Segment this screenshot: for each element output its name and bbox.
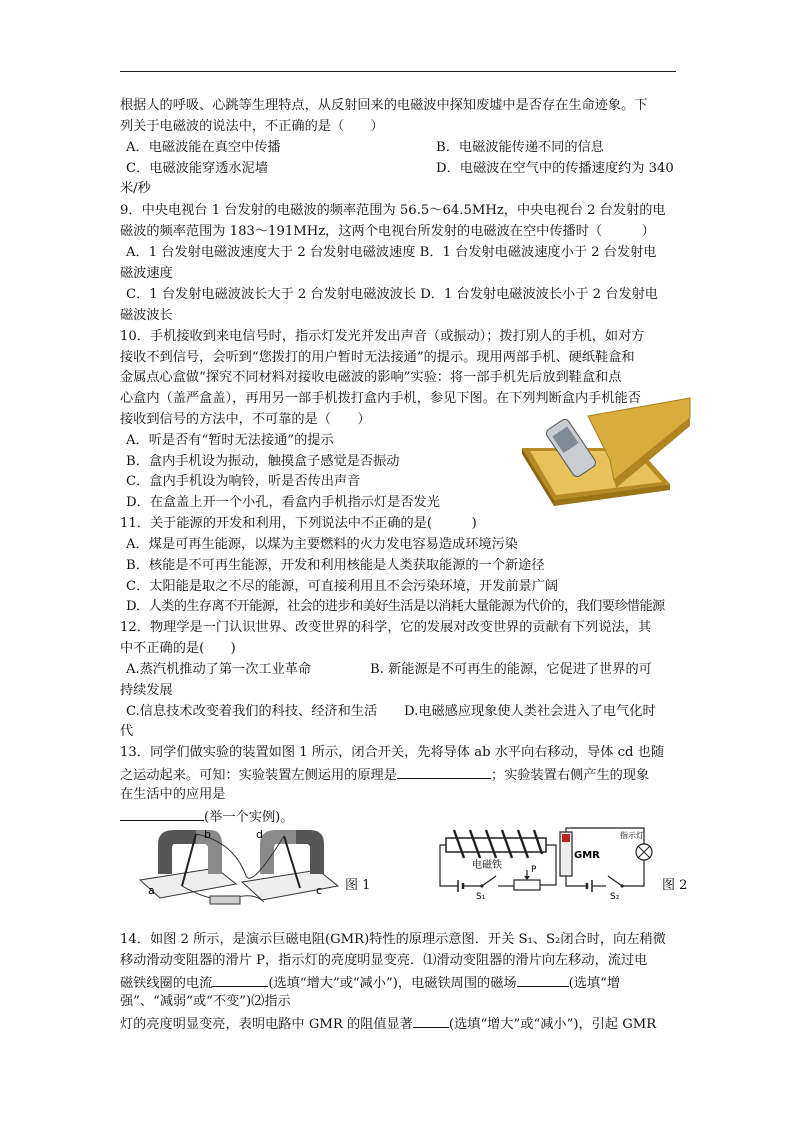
figure-2-diagram bbox=[436, 824, 662, 900]
fig2-p-label: P bbox=[531, 865, 537, 875]
q12-option-b-cont: 持续发展 bbox=[120, 683, 173, 698]
q13-line2-text-b: ；实验装置右侧产生的现象 bbox=[490, 768, 650, 783]
q13-line3: 在生活中的应用是 bbox=[120, 787, 226, 802]
fig1-label-a: a bbox=[148, 884, 155, 897]
header-rule bbox=[120, 71, 676, 72]
q8-option-d: D．电磁波在空气中的传播速度约为 340 bbox=[436, 161, 674, 176]
q13-blank-2[interactable] bbox=[120, 806, 204, 821]
q14-line2: 移动滑动变阻器的滑片 P，指示灯的亮度明显变亮．⑴滑动变阻器的滑片向左移动，流过电 bbox=[120, 953, 648, 968]
q11-option-b: B．核能是不可再生能源，开发和利用核能是人类获取能源的一个新途径 bbox=[126, 558, 545, 573]
fig1-label-d: d bbox=[256, 828, 263, 841]
figure-2-caption: 图 2 bbox=[662, 878, 688, 893]
q14-line5 bbox=[120, 1013, 656, 1035]
q12-option-d-cont: 代 bbox=[120, 724, 134, 739]
q10-option-a: A．听是否有“暂时无法接通”的提示 bbox=[126, 433, 334, 448]
q10-line3: 金属点心盒做“探究不同材料对接收电磁波的影响”实验：将一部手机先后放到鞋盒和点 bbox=[120, 370, 622, 385]
fig2-gmr-label: GMR bbox=[574, 850, 600, 861]
q14-line4: 强”、“减弱”或“不变”)⑵指示 bbox=[120, 994, 291, 1009]
q14-blank-2[interactable] bbox=[517, 972, 569, 987]
figure-1-caption: 图 1 bbox=[345, 878, 371, 893]
q9-options-cd: C．1 台发射电磁波波长大于 2 台发射电磁波波长 D．1 台发射电磁波波长小于 2 台发射电 bbox=[126, 287, 658, 302]
q10-option-d: D．在盒盖上开一个小孔，看盒内手机指示灯是否发光 bbox=[126, 495, 440, 510]
q14-line3 bbox=[120, 972, 620, 994]
q9-options-cd-cont: 磁波波长 bbox=[120, 308, 173, 323]
q10-option-b: B．盒内手机设为振动，触摸盒子感觉是否振动 bbox=[126, 454, 400, 469]
fig2-electromagnet-label: 电磁铁 bbox=[472, 860, 502, 871]
q10-line2: 接收不到信号，会听到“您拨打的用户暂时无法接通”的提示。现用两部手机、硬纸鞋盒和 bbox=[120, 350, 635, 365]
q8-option-c: C．电磁波能穿透水泥墙 bbox=[126, 161, 268, 176]
q9-options-ab: A．1 台发射电磁波速度大于 2 台发射电磁波速度 B．1 台发射电磁波速度小于 2 台发射电 bbox=[126, 245, 657, 260]
fig2-s1-label: S₁ bbox=[476, 892, 486, 900]
q14-line5-text-a: 灯的亮度明显变亮，表明电路中 GMR 的阻值显著 bbox=[120, 1017, 413, 1032]
q12-option-c: C.信息技术改变着我们的科技、经济和生活 bbox=[126, 704, 378, 719]
q11-option-d: D．人类的生存离不开能源，社会的进步和美好生活是以消耗大量能源为代价的，我们要珍惜能源 bbox=[126, 599, 665, 614]
q14-line3-text-b: (选填“增大”或“减小”)，电磁铁周围的磁场 bbox=[268, 976, 517, 991]
q13-line4-text: (举一个实例)。 bbox=[204, 810, 294, 825]
q11-line1: 11．关于能源的开发和利用，下列说法中不正确的是( ) bbox=[120, 516, 477, 531]
q9-options-ab-cont: 磁波速度 bbox=[120, 266, 173, 281]
q10-line1: 10．手机接收到来电信号时，指示灯发光并发出声音（或振动）；拨打别人的手机，如对方 bbox=[120, 329, 645, 344]
q14-line3-text-c: (选填“增 bbox=[568, 976, 621, 991]
q10-line5: 接收到信号的方法中，不可靠的是（ ） bbox=[120, 412, 371, 427]
fig2-lamp-label: 指示灯 bbox=[620, 831, 644, 840]
q12-line1: 12．物理学是一门认识世界、改变世界的科学，它的发展对改变世界的贡献有下列说法，其 bbox=[120, 620, 652, 635]
q8-line2: 列关于电磁波的说法中，不正确的是（ ） bbox=[120, 119, 384, 134]
q11-option-a: A．煤是可再生能源，以煤为主要燃料的火力发电容易造成环境污染 bbox=[126, 537, 518, 552]
q13-blank-1[interactable] bbox=[397, 764, 491, 779]
q12-option-a: A.蒸汽机推动了第一次工业革命 bbox=[126, 662, 312, 677]
q14-line3-text-a: 磁铁线圈的电流 bbox=[120, 976, 213, 991]
q12-option-d: D.电磁感应现象使人类社会进入了电气化时 bbox=[404, 704, 656, 719]
q14-blank-1[interactable] bbox=[212, 972, 268, 987]
q8-option-a: A．电磁波能在真空中传播 bbox=[126, 140, 281, 155]
q14-line1: 14．如图 2 所示，是演示巨磁电阻(GMR)特性的原理示意图．开关 S₁、S₂闭合时，向左稍微 bbox=[120, 932, 666, 947]
q14-line5-text-b: (选填“增大”或“减小”)，引起 GMR bbox=[448, 1017, 657, 1032]
q13-line1: 13．同学们做实验的装置如图 1 所示，闭合开关，先将导体 ab 水平向右移动，导体 cd 也随 bbox=[120, 745, 665, 760]
q13-line2 bbox=[120, 764, 649, 786]
q8-option-d-cont: 米/秒 bbox=[120, 181, 151, 196]
q12-option-b: B. 新能源是不可再生的能源，它促进了世界的可 bbox=[370, 662, 652, 677]
fig1-label-c: c bbox=[316, 884, 323, 897]
figure-1-diagram bbox=[134, 822, 342, 908]
q11-option-c: C．太阳能是取之不尽的能源，可直接利用且不会污染环境，开发前景广阔 bbox=[126, 579, 559, 594]
q10-option-c: C．盒内手机设为响铃，听是否传出声音 bbox=[126, 474, 361, 489]
q9-line2: 磁波的频率范围为 183～191MHz，这两个电视台所发射的电磁波在空中传播时（ ） bbox=[120, 224, 655, 239]
q14-blank-3[interactable] bbox=[413, 1013, 449, 1028]
q8-option-b: B．电磁波能传递不同的信息 bbox=[436, 140, 604, 155]
q9-line1: 9．中央电视台 1 台发射的电磁波的频率范围为 56.5～64.5MHz，中央电视台 2 台发射的电 bbox=[120, 203, 666, 218]
q8-line1: 根据人的呼吸、心跳等生理特点，从反射回来的电磁波中探知废墟中是否存在生命迹象。下 bbox=[120, 98, 648, 113]
q10-line4: 心盒内（盖严盒盖），再用另一部手机拨打盒内手机，参见下图。在下列判断盒内手机能否 bbox=[120, 391, 641, 406]
phone-box-figure bbox=[518, 396, 694, 506]
fig2-s2-label: S₂ bbox=[610, 892, 620, 900]
q12-line2: 中不正确的是( ) bbox=[120, 641, 236, 656]
fig1-label-b: b bbox=[204, 828, 211, 841]
q13-line2-text-a: 之运动起来。可知：实验装置左侧运用的原理是 bbox=[120, 768, 397, 783]
